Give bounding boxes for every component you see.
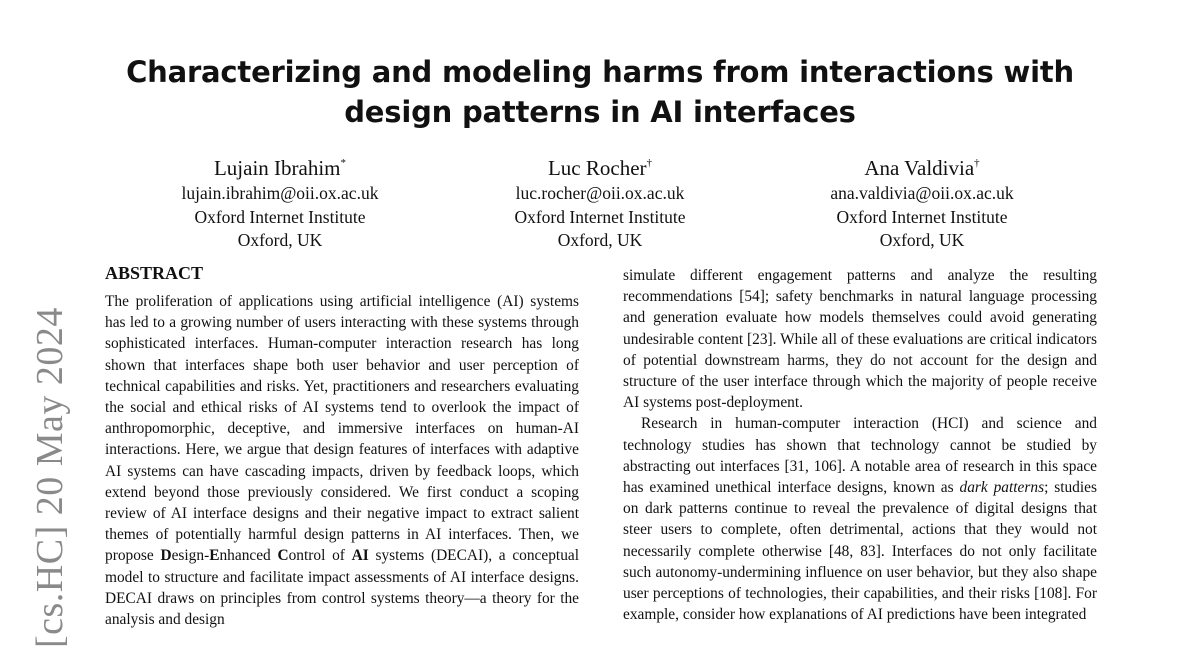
paragraph-1: simulate different engagement patterns and analyze the resulting recommendations [54]; safety benchmarks in natural language processing and generation evaluate how models themselves could avoid generating undesirable content [23]. While all of these evaluations are critical indicators of potential downstream harms, they do not account for the design and structure of the user interface through which the majority of people receive AI systems post-deployment.: [623, 267, 1097, 412]
author-affiliation: Oxford Internet Institute: [836, 206, 1008, 227]
author-affiliation: Oxford Internet Institute: [514, 206, 686, 227]
author-email[interactable]: ana.valdivia@oii.ox.ac.uk: [830, 183, 1014, 203]
author-2: [450, 150, 750, 253]
author-mark: †: [646, 157, 653, 169]
abstract-heading: ABSTRACT: [105, 263, 204, 283]
author-name: Ana Valdivia: [864, 156, 975, 180]
arxiv-sidebar: [28, 300, 72, 648]
author-location: Oxford, UK: [879, 230, 965, 250]
paper-title: [0, 52, 1200, 132]
abstract-column: [105, 262, 579, 630]
author-location: Oxford, UK: [237, 230, 323, 250]
author-email[interactable]: lujain.ibrahim@oii.ox.ac.uk: [181, 183, 379, 203]
paper-title-line-1: Characterizing and modeling harms from interactions with: [126, 55, 1074, 89]
author-name: Lujain Ibrahim: [213, 156, 341, 180]
author-mark: †: [974, 157, 980, 169]
paper-title-line-2: design patterns in AI interfaces: [344, 95, 856, 129]
paragraph-2: Research in human-computer interaction (HCI) and science and technology studies has shown that technology cannot be studied by abstracting out interfaces [31, 106]. A notable area of research in this space has examined unethical interface designs, known as dark patterns; studies on dark patterns continue to reveal the prevalence of digital designs that steer users to complete, often detrimental, actions that they would not necessarily complete otherwise [48, 83]. Interfaces do not only facilitate such autonomy-undermining influence on user behavior, but they also shape user perceptions of technologies, their capabilities, and their risks [108]. For example, consider how explanations of AI predictions have been integrated: [623, 415, 1097, 624]
author-3: [772, 150, 1072, 253]
author-mark: *: [340, 157, 347, 169]
arxiv-stamp: [cs.HC] 20 May 2024: [29, 307, 71, 648]
author-affiliation: Oxford Internet Institute: [194, 206, 366, 227]
author-location: Oxford, UK: [557, 230, 643, 250]
author-email[interactable]: luc.rocher@oii.ox.ac.uk: [515, 183, 685, 203]
abstract-text: The proliferation of applications using artificial intelligence (AI) systems has led to a growing number of users interacting with these systems through sophisticated interfaces. Human-computer interaction research has long shown that interfaces shape both user behavior and user perception of technical capabilities and risks. Yet, practitioners and researchers evaluating the social and ethical risks of AI systems tend to overlook the impact of anthropomorphic, deceptive, and immersive interfaces on human-AI interactions. Here, we argue that design features of interfaces with adaptive AI systems can have cascading impacts, driven by feedback loops, which extend beyond those previously considered. We first conduct a scoping review of AI interface designs and their negative impact to extract salient themes of potentially harmful design patterns in AI interfaces. Then, we propose Design-Enhanced Control of AI systems (DECAI), a conceptual model to structure and facilitate impact assessments of AI interface designs. DECAI draws on principles from control systems theory—a theory for the analysis and design: [105, 293, 579, 629]
author-1: [130, 150, 430, 253]
right-column: [623, 265, 1097, 625]
emphasis-dark-patterns: dark patterns: [959, 479, 1045, 497]
author-name: Luc Rocher: [547, 156, 647, 180]
